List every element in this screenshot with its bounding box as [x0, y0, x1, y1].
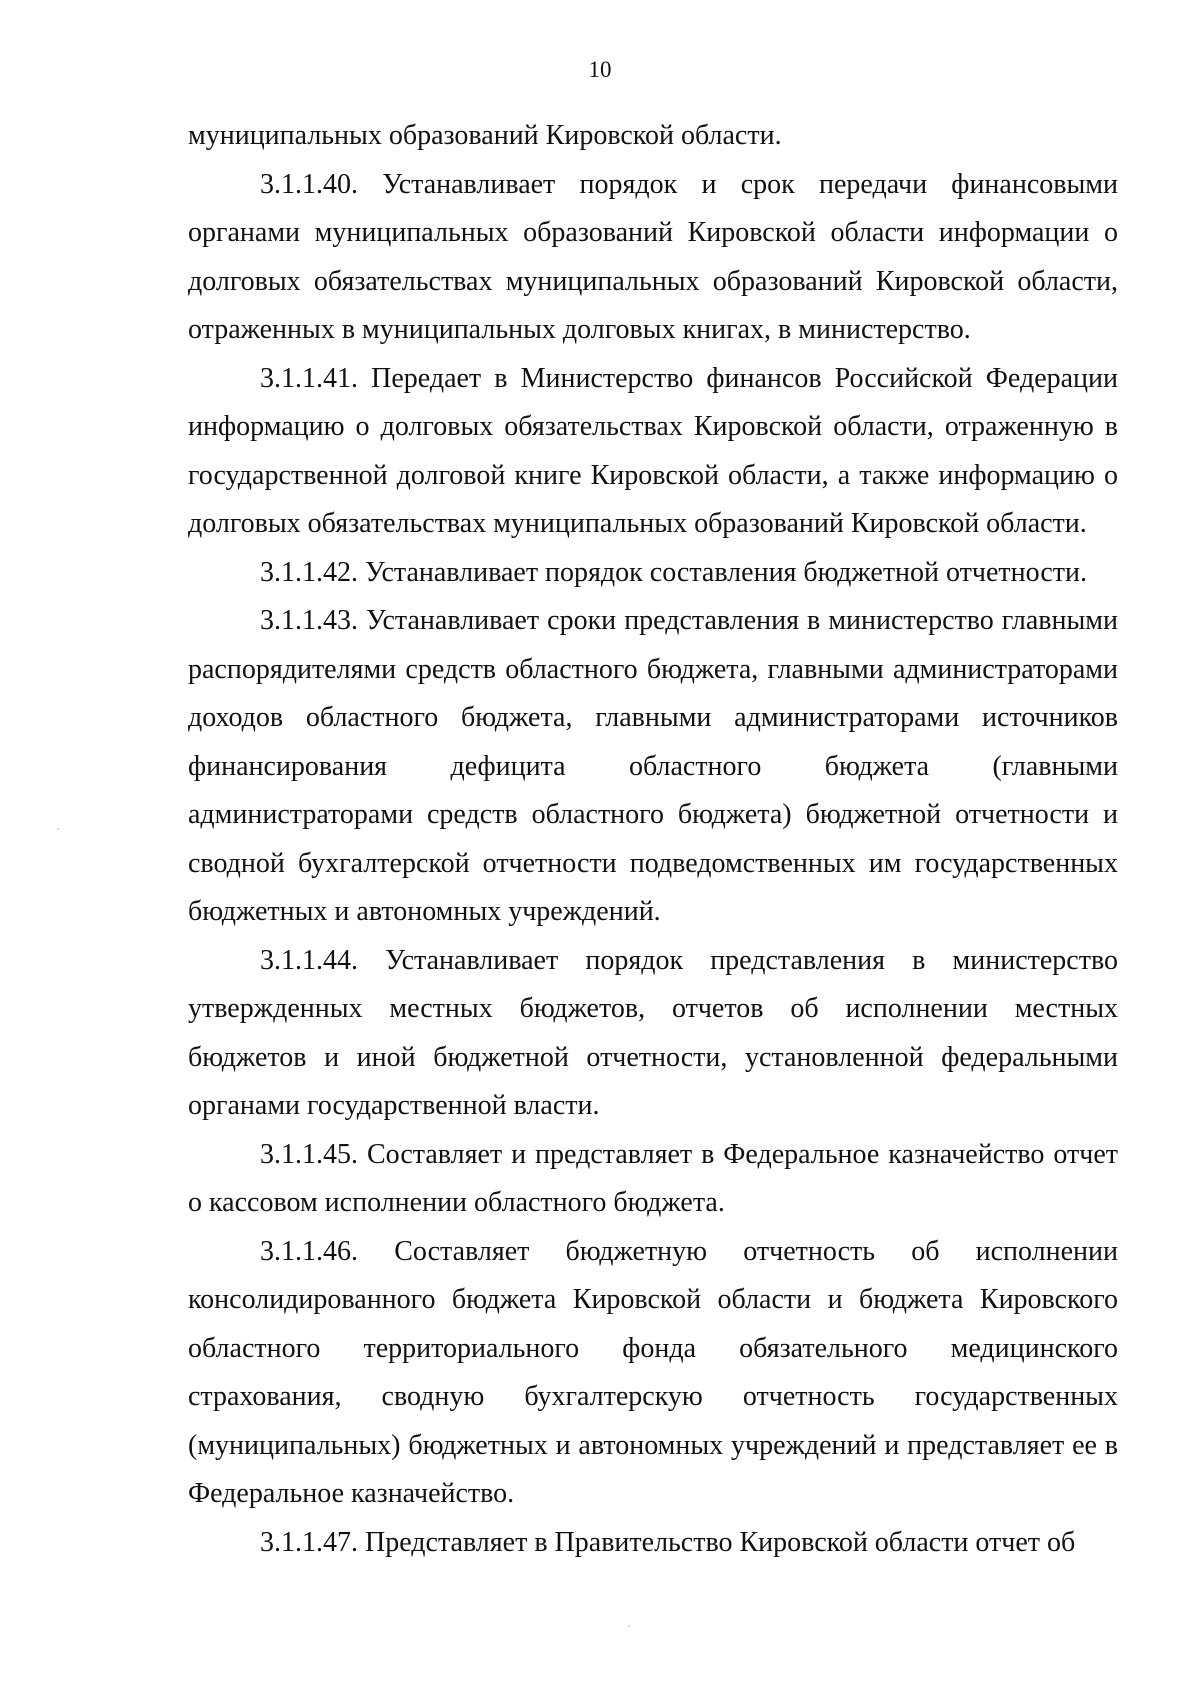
paragraph-3-1-1-43: 3.1.1.43. Устанавливает сроки представления в министерство главными распорядителями средств областного бюджета, главными администраторами доходов областного бюджета, главными администраторами источников финансирования дефицита областного бюджета (главными администраторами средств областного бюджета) бюджетной отчетности и сводной бухгалтерской отчетности подведомственных им государственных бюджетных и автономных учреждений. [188, 605, 1118, 927]
paragraph-3-1-1-45: 3.1.1.45. Составляет и представляет в Федеральное казначейство отчет о кассовом исполнении областного бюджета. [188, 1138, 1118, 1218]
paragraph-3-1-1-41: 3.1.1.41. Передает в Министерство финансов Российской Федерации информацию о долговых обязательствах Кировской области, отраженную в государственной долговой книге Кировской области, а также информацию о долговых обязательствах муниципальных образований Кировской области. [188, 362, 1118, 539]
page-number: 10 [588, 57, 612, 82]
scan-speck [628, 1625, 630, 1627]
scan-speck [57, 828, 59, 830]
paragraph-3-1-1-46: 3.1.1.46. Составляет бюджетную отчетность об исполнении консолидированного бюджета Кировской области и бюджета Кировского областного территориального фонда обязательного медицинского страхования, сводную бухгалтерскую отчетность государственных (муниципальных) бюджетных и автономных учреждений и представляет ее в Федеральное казначейство. [188, 1235, 1118, 1509]
paragraph-3-1-1-40: 3.1.1.40. Устанавливает порядок и срок передачи финансовыми органами муниципальных образований Кировской области информации о долговых обязательствах муниципальных образований Кировской области, отраженных в муниципальных долговых книгах, в министерство. [188, 168, 1118, 345]
paragraph-continuation: муниципальных образований Кировской области. [188, 120, 782, 151]
paragraph-3-1-1-44: 3.1.1.44. Устанавливает порядок представления в министерство утвержденных местных бюджетов, отчетов об исполнении местных бюджетов и иной бюджетной отчетности, установленной федеральными органами государственной власти. [188, 944, 1118, 1121]
paragraph-3-1-1-47: 3.1.1.47. Представляет в Правительство Кировской области отчет об [260, 1526, 1076, 1558]
document-body [188, 112, 1118, 1567]
paragraph-3-1-1-42: 3.1.1.42. Устанавливает порядок составления бюджетной отчетности. [260, 556, 1087, 588]
